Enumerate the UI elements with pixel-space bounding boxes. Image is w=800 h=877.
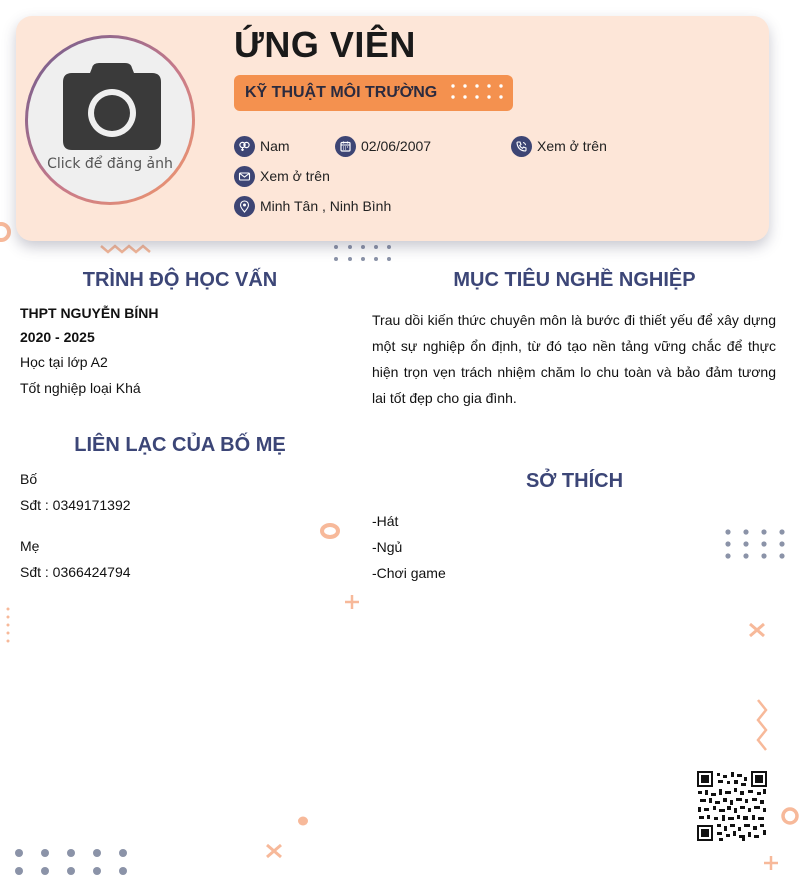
position-badge [234,75,513,111]
gender-value: Nam [260,138,290,154]
mail-icon [234,166,255,187]
parents-heading: LIÊN LẠC CỦA BỐ MẸ [74,434,286,456]
candidate-name: ỨNG VIÊN [234,24,416,65]
decor-chevron-right [755,698,769,752]
education-years: 2020 - 2025 [20,329,95,345]
objective-text: Trau dồi kiến thức chuyên môn là bước đi thiết yếu để xây dựng một sự nghiệp ổn định, từ đó tạo nền tảng vững chắc để thực hiện trọn vẹn trách nhiệm chăm lo chu toàn và bảo đảm tương lai tốt đẹp cho gia đình. [372,312,776,406]
decor-plus-bottom-right [762,854,780,872]
phone-value: Xem ở trên [537,138,607,154]
decor-dots-vertical-left [4,606,12,648]
camera-icon [62,63,162,151]
decor-circle-left [0,221,12,243]
email-field [234,165,330,187]
birthday-field [335,135,431,157]
decor-dots-grid-bottom-left [10,846,132,877]
decor-dots-grid-right [722,526,788,562]
gender-field [234,135,290,157]
decor-zigzag [100,244,154,254]
hobby-item: -Ngủ [372,539,403,555]
decor-cross-right [747,621,767,639]
address-field [234,195,391,217]
avatar-upload[interactable] [28,38,192,202]
mother-phone: Sđt : 0366424794 [20,564,131,580]
hobby-item: -Chơi game [372,565,446,581]
phone-field [511,135,607,157]
father-label: Bố [20,471,38,487]
decor-circle-right-edge [780,806,800,826]
decor-ring-orange [319,521,341,541]
decor-plus-center [343,593,361,611]
phone-icon [511,136,532,157]
calendar-icon [335,136,356,157]
education-result: Tốt nghiệp loại Khá [20,380,141,396]
decor-cross-bottom [264,842,284,860]
birthday-value: 02/06/2007 [361,138,432,154]
qr-code-icon [697,771,767,841]
location-pin-icon [234,196,255,217]
education-school: THPT NGUYỄN BÍNH [20,305,159,321]
address-value: Minh Tân , Ninh Bình [260,198,392,214]
hobbies-heading: SỞ THÍCH [525,470,624,492]
position-title: KỸ THUẬT MÔI TRƯỜNG [245,84,438,101]
mother-label: Mẹ [20,538,40,554]
education-heading: TRÌNH ĐỘ HỌC VẤN [82,269,278,291]
email-value: Xem ở trên [260,168,330,184]
avatar[interactable] [25,35,195,205]
father-phone: Sđt : 0349171392 [20,497,131,513]
hobby-item: -Hát [372,513,399,529]
objective-heading: MỤC TIÊU NGHỀ NGHIỆP [453,269,696,291]
avatar-caption: Click để đăng ảnh [47,156,173,172]
education-class: Học tại lớp A2 [20,354,108,370]
decor-dot-small [296,815,310,827]
badge-dots-decor [450,82,504,104]
gender-icon [234,136,255,157]
